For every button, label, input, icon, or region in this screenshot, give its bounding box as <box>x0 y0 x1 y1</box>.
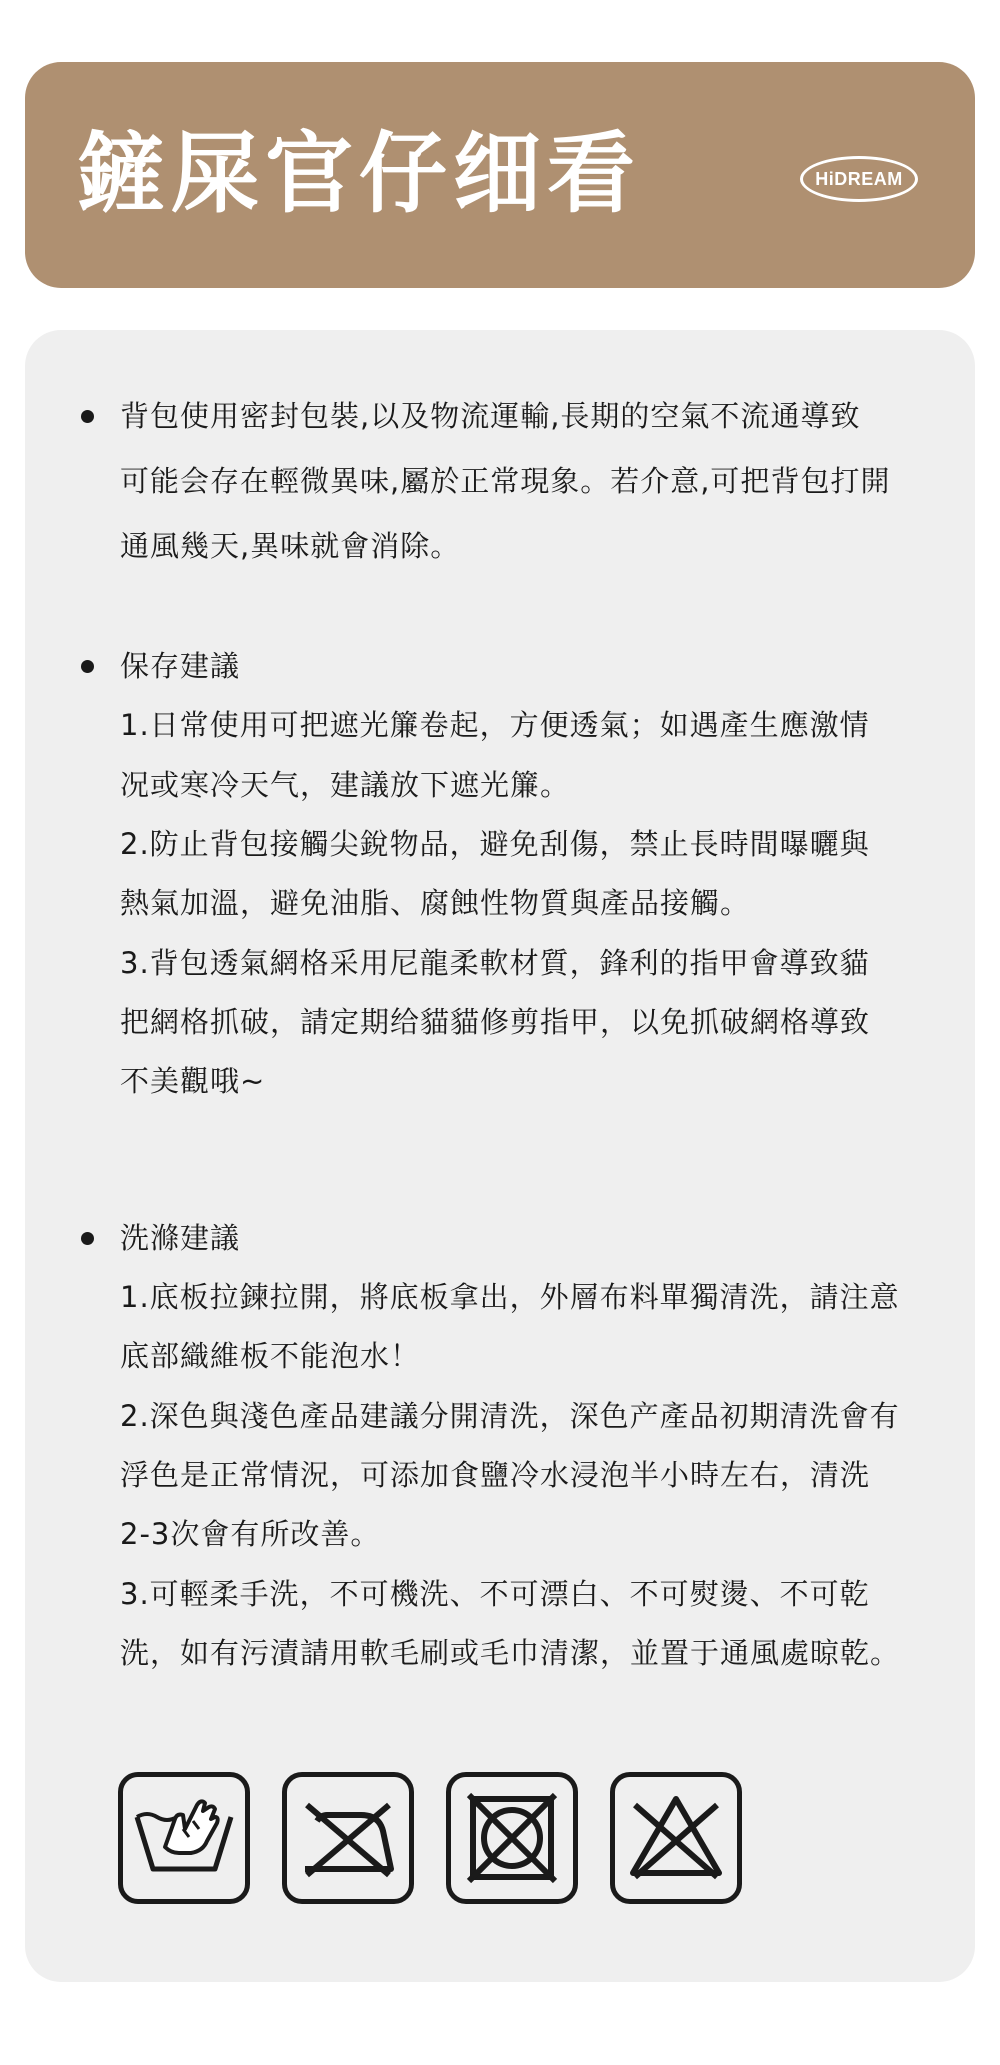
intro-line: 可能会存在輕微異味,屬於正常現象。若介意,可把背包打開 <box>120 464 891 498</box>
intro-line: 背包使用密封包裝,以及物流運輸,長期的空氣不流通導致 <box>120 399 861 433</box>
no-tumble-dry-icon <box>446 1772 578 1904</box>
washing-line: 底部織維板不能泡水！ <box>120 1339 421 1373</box>
washing-line: 1.底板拉鍊拉開，將底板拿出，外層布料單獨清洗，請注意 <box>120 1280 900 1314</box>
storage-line: 2.防止背包接觸尖銳物品，避免刮傷，禁止長時間曝曬與 <box>120 827 870 861</box>
washing-line: 2-3次會有所改善。 <box>120 1517 381 1551</box>
page-title: 鏟屎官仔细看 <box>77 122 642 225</box>
washing-line: 洗，如有污漬請用軟毛刷或毛巾清潔，並置于通風處晾乾。 <box>120 1636 901 1670</box>
storage-line: 况或寒冷天气，建議放下遮光簾。 <box>120 768 571 802</box>
storage-line: 3.背包透氣網格采用尼龍柔軟材質，鋒利的指甲會導致貓 <box>120 946 870 980</box>
bullet-icon <box>81 410 94 423</box>
washing-heading: 洗滌建議 <box>120 1221 241 1255</box>
no-iron-icon <box>282 1772 414 1904</box>
bullet-icon <box>81 660 94 673</box>
washing-line: 2.深色與淺色產品建議分開清洗，深色产產品初期清洗會有 <box>120 1399 900 1433</box>
intro-line: 通風幾天,異味就會消除。 <box>120 529 461 563</box>
hand-wash-icon <box>118 1772 250 1904</box>
washing-line: 3.可輕柔手洗，不可機洗、不可漂白、不可熨燙、不可乾 <box>120 1577 870 1611</box>
storage-line: 把網格抓破，請定期给貓貓修剪指甲，以免抓破網格導致 <box>120 1005 871 1039</box>
storage-heading: 保存建議 <box>120 649 241 683</box>
washing-line: 浮色是正常情況，可添加食鹽冷水浸泡半小時左右，清洗 <box>120 1458 871 1492</box>
no-bleach-icon <box>610 1772 742 1904</box>
storage-line: 不美觀哦~ <box>120 1064 266 1098</box>
brand-logo-badge: HiDREAM <box>800 156 918 202</box>
storage-line: 1.日常使用可把遮光簾卷起，方便透氣；如遇產生應激情 <box>120 708 870 742</box>
info-card <box>25 330 975 1982</box>
header-banner <box>25 62 975 288</box>
bullet-icon <box>81 1232 94 1245</box>
care-icons-row <box>118 1772 818 1906</box>
storage-line: 熱氣加溫，避免油脂、腐蝕性物質與產品接觸。 <box>120 886 751 920</box>
